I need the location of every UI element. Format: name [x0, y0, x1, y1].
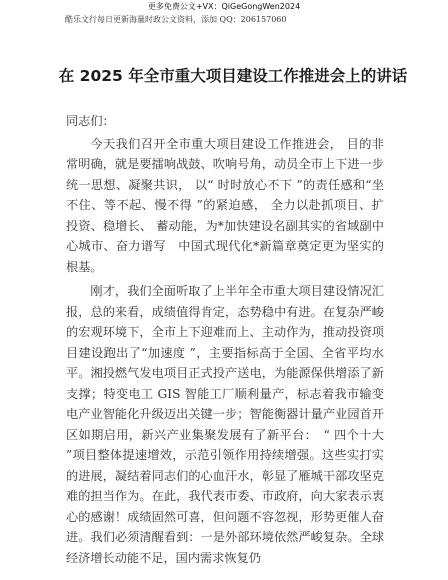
sub-banner: 酷乐文行每日更新海量时政公文资料，添加 QQ：206157060 [65, 15, 287, 24]
paragraph-2: 刚才，我们全面听取了上半年全市重大项目建设情况汇报，总的来看，成绩值得肯定，态势稳中有进。在复杂严峻的宏观环境下，全市上下迎难而上、主动作为，推动投资项目建设跑出了“加速度 ”，主要指标高于全国、全省平均水平。湘投燃气发电项目正式投产送电，为能源保供增添了新支撑；特变电工 GIS 智能工厂顺利量产，标志着我市输变电产业智能化升级迈出关键一步；智能衡器计量产业园首开区如期启用，新兴产业集聚发展有了新平台： “ 四个十大 ”项目整体提速增效，示范引领作用持续增强。这些实打实的进展，凝结着同志们的心血汗水，彰显了雁城干部攻坚克难的担当作为。在此，我代表市委、市政府，向大家表示衷心的感谢！成绩固然可喜，但问题不容忽视，形势更催人奋进。我们必须清醒看到：一是外部环境依然严峻复杂。全球经济增长动能不足，国内需求恢复仍 [66, 284, 384, 565]
greeting: 同志们： [66, 114, 115, 128]
document-title: 在 2025 年全市重大项目建设工作推进会上的讲话 [58, 67, 408, 85]
paragraph-1: 今天我们召开全市重大项目建设工作推进会， 目的非常明确，就是要擂响战鼓、吹响号角，动员全市上下进一步统一思想、凝聚共识， 以“ 时时放心不下 ”的责任感和“坐不住、等不起、慢不得 ”的紧迫感， 全力以赴抓项目、扩投资、稳增长、 蓄动能，为*加快建设名副其实的省域副中心城市、奋力谱写 中国式现代化*新篇章奠定更为坚实的根基。 [66, 136, 384, 274]
top-banner: 更多免费公文+VX：QiGeGongWen2024 [147, 2, 301, 11]
document-body [66, 111, 384, 572]
